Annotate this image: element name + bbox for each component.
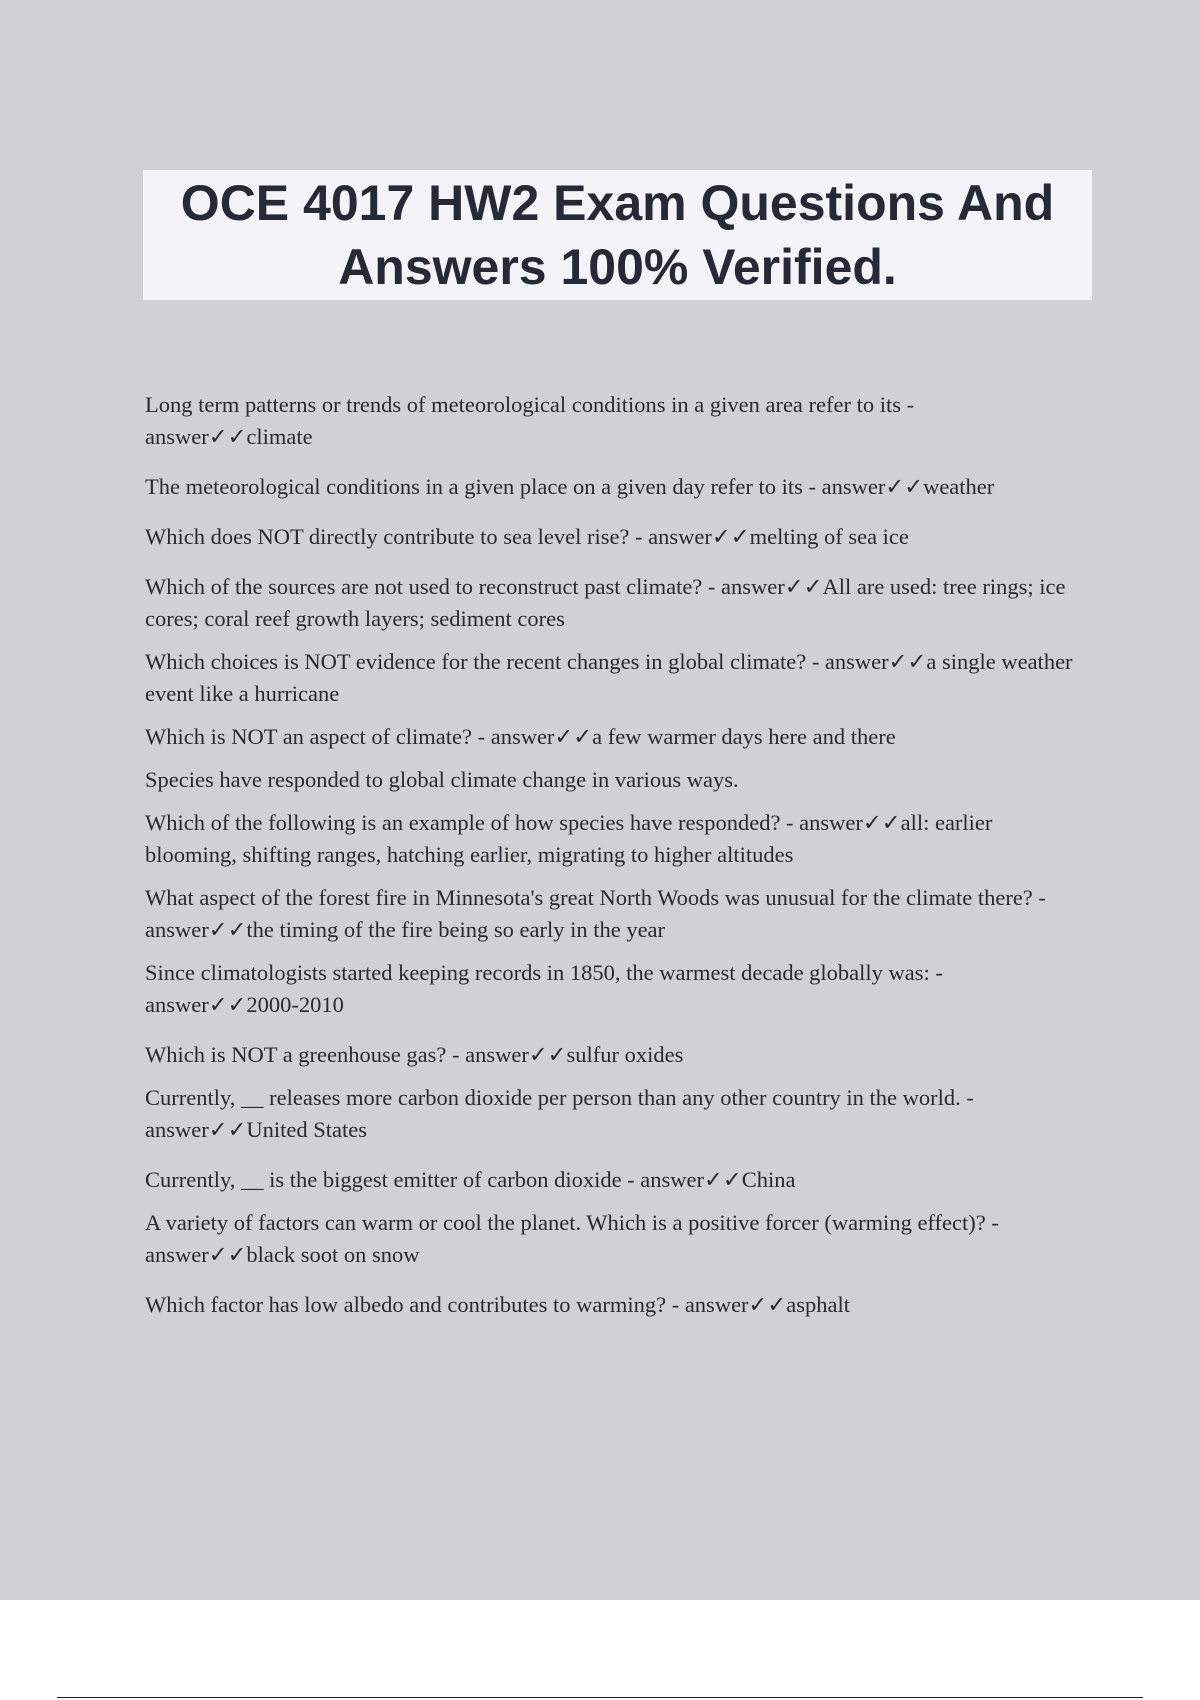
qa-item: Which does NOT directly contribute to sea level rise? - answer✓✓melting of sea ice — [145, 524, 909, 549]
qa-item: The meteorological conditions in a given place on a given day refer to its - answer✓✓weather — [145, 474, 995, 499]
page-title: OCE 4017 HW2 Exam Questions And Answers 100% Verified. — [180, 175, 1055, 295]
qa-item: Since climatologists started keeping records in 1850, the warmest decade globally was: - answer✓✓2000-2010 — [145, 960, 943, 1017]
qa-item: Which factor has low albedo and contributes to warming? - answer✓✓asphalt — [145, 1292, 850, 1317]
qa-item: Currently, __ is the biggest emitter of carbon dioxide - answer✓✓China — [145, 1167, 796, 1192]
qa-item: Currently, __ releases more carbon dioxide per person than any other country in the world. - answer✓✓United States — [145, 1085, 974, 1142]
qa-item: Which is NOT an aspect of climate? - answer✓✓a few warmer days here and there — [145, 724, 896, 749]
qa-item: Which choices is NOT evidence for the recent changes in global climate? - answer✓✓a single weather event like a hurricane — [145, 649, 1073, 706]
qa-item: What aspect of the forest fire in Minnesota's great North Woods was unusual for the climate there? - answer✓✓the timing of the fire being so early in the year — [145, 885, 1046, 942]
qa-item: Which of the following is an example of how species have responded? - answer✓✓all: earlier blooming, shifting ranges, hatching earlier, migrating to higher altitudes — [145, 810, 993, 867]
qa-item: Which of the sources are not used to reconstruct past climate? - answer✓✓All are used: tree rings; ice cores; coral reef growth layers; sediment cores — [145, 574, 1066, 631]
qa-list — [145, 389, 1075, 1339]
qa-item: Species have responded to global climate change in various ways. — [145, 767, 739, 792]
qa-item: Which is NOT a greenhouse gas? - answer✓✓sulfur oxides — [145, 1042, 684, 1067]
footer-divider — [57, 1697, 1143, 1698]
qa-item: Long term patterns or trends of meteorological conditions in a given area refer to its - answer✓✓climate — [145, 392, 915, 449]
qa-item: A variety of factors can warm or cool the planet. Which is a positive forcer (warming effect)? - answer✓✓black soot on snow — [145, 1210, 999, 1267]
title-banner — [143, 170, 1092, 300]
